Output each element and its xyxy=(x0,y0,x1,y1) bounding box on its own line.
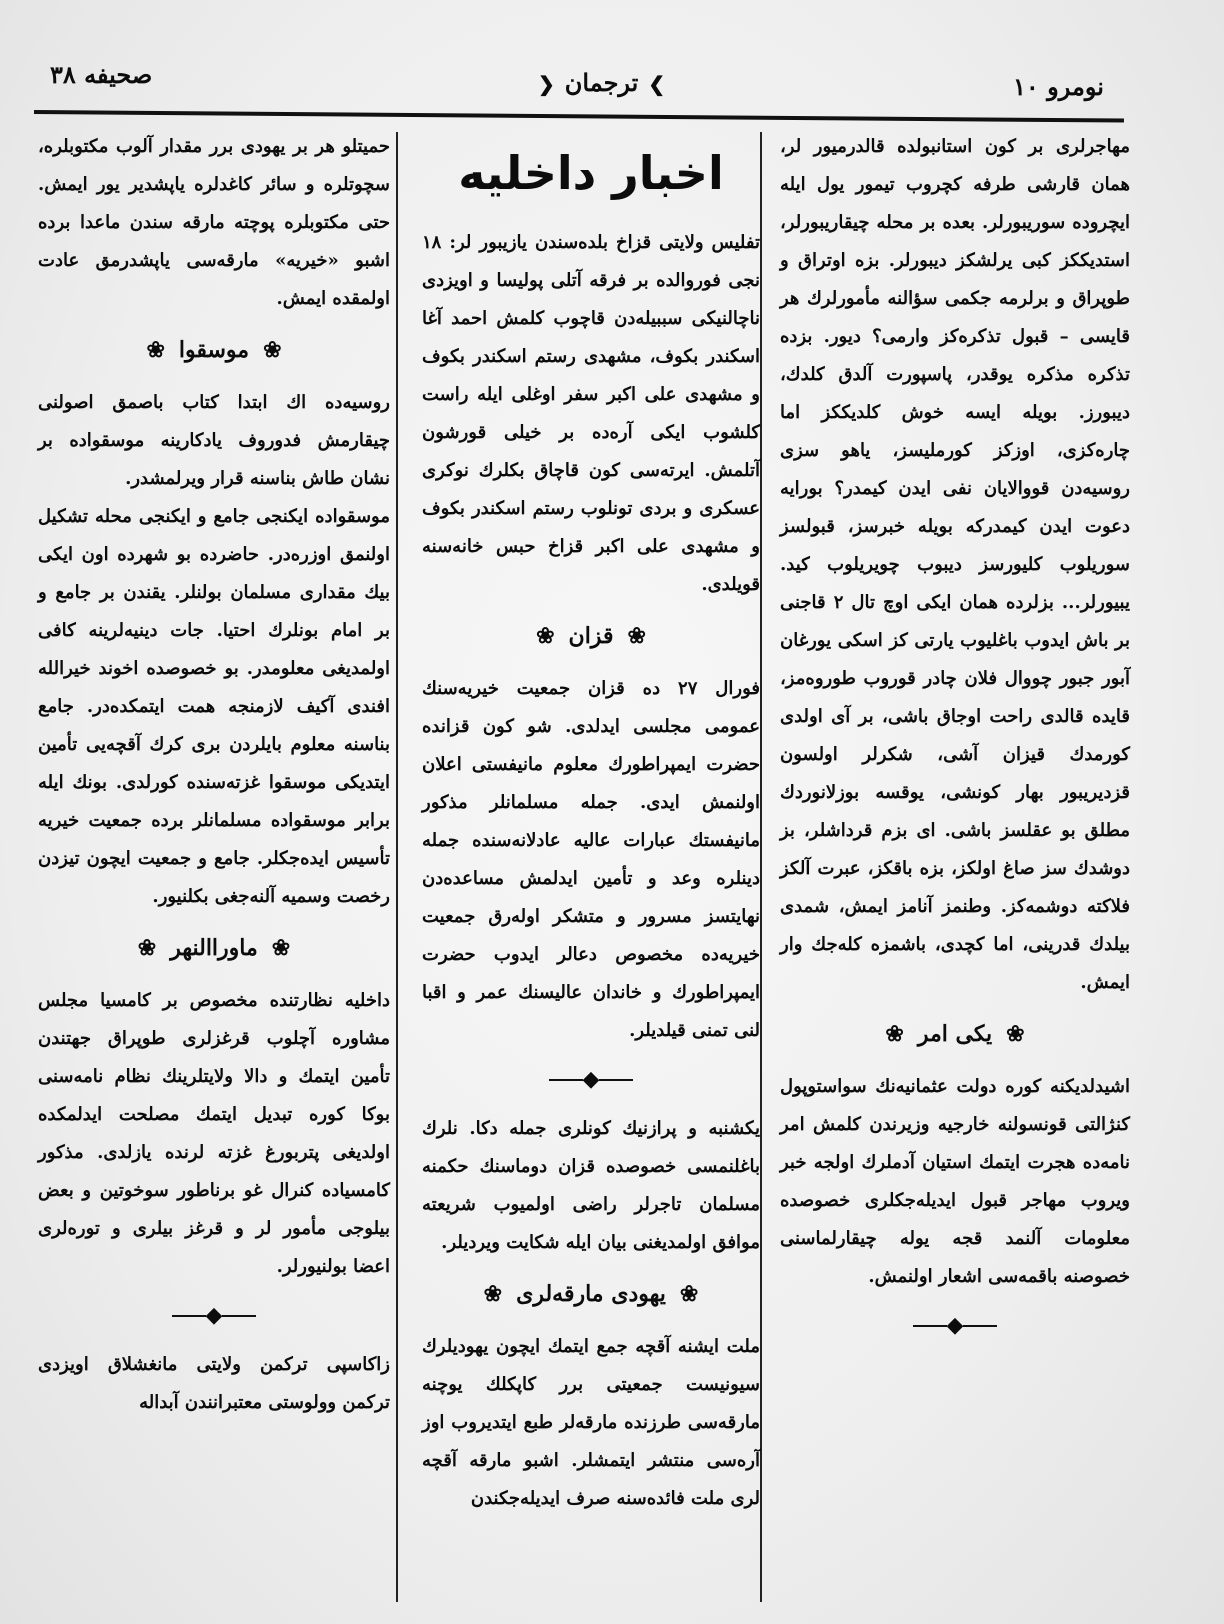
diamond-icon: ◆ xyxy=(205,1303,223,1328)
ornament-left-icon: ❯ xyxy=(648,72,666,96)
ornament-icon: ❀ xyxy=(536,623,555,649)
newspaper-title-text: ترجمان xyxy=(564,68,639,97)
masthead-rule xyxy=(34,110,1124,123)
article-paragraph: موسقواده ایکنجی جامع و ایکنجی محله تشکیل اولنمق اوزره‌در. حاضرده بو شهرده اون ایکی بیك مقداری مسلمان بولنلر. یقندن بر جامع و بر امام بونلرك احتیا. جات دینیه‌لرینه کافی اولمدیغی معلومدر. بو خصوصده اخوند خیرالله افندی آکیف لازمنجه همت ایتمکده‌در. جامع بناسنه معلوم بایلردن بری کرك آقچه‌یی تأمین ایتدیکی موسقوا غزته‌سنده کورلدی. بونك ایله برابر موسقواده مسلمانلر برده جمعیت خیریه تأسیس ایده‌جکلر. جامع و جمعیت ایچون تیزدن رخصت وسمیه آلنه‌جغی بکلنیور. xyxy=(38,506,390,907)
ornament-icon: ❀ xyxy=(146,337,165,363)
ornament-icon: ❀ xyxy=(137,935,157,961)
article-paragraph: حمیتلو هر بر یهودی برر مقدار آلوب مکتوبلره، سچوتلره و سائر کاغدلره یاپشدیر یور ایمش. حتی مکتوبلره پوچته مارقه سندن ماعدا برده اشبو «خیریه» مارقه‌سی یاپشدرمق عادت اولمقده ایمش. xyxy=(38,136,390,309)
ornament-icon: ❀ xyxy=(885,1021,904,1047)
right-column xyxy=(770,128,1140,1618)
article-paragraph: تفلیس ولایتی قزاخ بلده‌سندن یازیبور لر: ۱۸ نجی فوروالده بر فرقه آتلی پولیسا و اویزدی ناچالنیکی سببیله‌دن قاچوب کلمش احمد آغا اسکندر بکوف، مشهدی رستم اسکندر بکوف و مشهدی علی اکبر سفر اوغلی ایله راست کلشوب ایکی آره‌ده بر خیلی قورشون آتلمش. ایرته‌سی کون قاچاق بکلرك نوکری عسکری و بردی تونلوب رستم اسکندر بکوف و مشهدی علی اکبر قزاخ حبس خانه‌سنه قویلدی. xyxy=(422,232,760,595)
article-paragraph: مهاجرلری بر کون استانبولده قالدرمیور لر، همان قارشی طرفه کچروب تیمور یول ایله ایچروده سوریبورلر. بعده بر محله چیقاریبورلر، استدیککز کبی یرلشکز دیبورلر. بزه اوتراق و طوپراق و برلرمه جکمی سؤالنه مأمورلرك هر قایسی – قبول تذکره‌کز وارمی؟ دیور. بزده تذکره مذکره یوقدر، پاسپورت آلدق کلدك، دیبورز. بویله ایسه خوش کلدیککز اما چاره‌کزی، اوزکز کورملیسز، یاهو سزی روسیه‌دن قووالایان نفی ایدن کیمدر؟ بورایه دعوت ایدن کیمدرکه بویله خبرسز، قبولسز سوریلوب کلیورسز دیبوب چویریلوب کید. یبیورلر... بزلرده همان ایکی اوچ تال ۲ قاجنی بر باش ایدوب باغلیوب یارتی کز اسکی یورغان آبور جبور چووال فلان چادر قوروب طوروه‌مز، قایده قالدی راحت اوجاق باشی، بر آی اولدی کورمدك قیزان آشی، شکرلر اولسون قزدیریبور بهار کونشی، یوقسه بوزلانوردك مطلق بو عقلسز باشی. ای بزم قرداشلر، بز دوشدك سز صاغ اولکز، بزه باقکز، عبرت آلکز فلاکته دوشمه‌کز. وطنمز آنامز ایمش، شمدی بیلدك قدرینی، اما کچدی، باشمزه کله‌جك وار ایمش. xyxy=(780,136,1130,993)
ornament-icon: ❀ xyxy=(679,1281,699,1307)
ornament-icon: ❀ xyxy=(271,935,291,961)
article-paragraph: زاکاسپی ترکمن ولایتی مانغشلاق اویزدی ترکمن وولوستی معتبرانندن آبداله xyxy=(38,1354,390,1413)
section-title-jewish-stamps: یهودی مارقه‌لری xyxy=(516,1281,666,1307)
ornament-icon: ❀ xyxy=(263,337,282,363)
separator xyxy=(28,1296,400,1336)
article-paragraph: ملت ایشنه آقچه جمع ایتمك ایچون یهودیلرك سیونیست جمعیتی برر کاپکلك یوچنه مارقه‌سی طرزنده مارقه‌لر طبع ایتدیروب اوز آره‌سی منتشر ایتمشلر. اشبو مارقه آقچه لری ملت فائده‌سنه صرف ایدیله‌جکندن xyxy=(422,1336,760,1509)
separator xyxy=(770,1306,1140,1346)
newspaper-title xyxy=(528,68,675,97)
page-number-label: صحیفه ۳۸ xyxy=(50,60,153,89)
ornament-icon: ❀ xyxy=(1006,1021,1025,1047)
issue-number-label: نومرو ۱۰ xyxy=(1013,72,1104,101)
section-title-moscow: موسقوا xyxy=(178,337,250,363)
section-title-domestic-news: اخبار داخلیه xyxy=(458,146,724,200)
section-title-transoxiana: ماوراالنهر xyxy=(170,935,258,961)
article-paragraph: یکشنبه و پرازنیك کونلری جمله دکا. نلرك باغلنمسی خصوصده قزان دوماسنك حکمنه مسلمان تاجرلر راضی اولمیوب شریعته موافق اولمدیغنی بیان ایله شکایت ویردیلر. xyxy=(422,1118,760,1253)
diamond-icon: ◆ xyxy=(946,1313,964,1338)
ornament-icon: ❀ xyxy=(483,1281,503,1307)
section-title-kazan: قزان xyxy=(568,623,614,649)
ornament-icon: ❀ xyxy=(627,623,646,649)
section-title-yeni-emr: یکی امر xyxy=(917,1021,993,1047)
section-heading xyxy=(28,328,400,372)
article-paragraph: داخلیه نظارتنده مخصوص بر کامسیا مجلس مشاوره آچلوب قرغزلری طوپراق جهتندن تأمین ایتمك و دالا ولایتلرینك نظام نامه‌سنی بوکا کوره تبدیل ایتمك مصلحت ایدلمکده اولدیغی پتربورغ غزته لرنده یازلدی. مذکور کامسیاده کنرال غو برناطور سوخوتین و بعض بیلوجی مأمور لر و قرغز بیلری و تورەلری اعضا بولنیورلر. xyxy=(38,990,390,1277)
ornament-right-icon: ❮ xyxy=(538,72,555,96)
diamond-icon: ◆ xyxy=(582,1067,600,1092)
article-paragraph: اشیدلدیکنه کوره دولت عثمانیه‌نك سواستوپول کنژالتی قونسولنه خارجیه وزیرندن کلمش امر نامه‌ده هجرت ایتمك استیان آدملرك اولجه خبر ویروب مهاجر قبول ایدیله‌جکلری خصوصده معلومات آلنمد قجه یوله چیقارلماسنی خصوصنه باقمه‌سی اشعار اولنمش. xyxy=(780,1076,1130,1287)
section-heading xyxy=(412,614,770,658)
separator xyxy=(412,1060,770,1100)
section-heading xyxy=(412,1272,770,1316)
masthead xyxy=(28,52,1128,122)
section-heading xyxy=(770,1012,1140,1056)
article-paragraph: فورال ۲۷ ده قزان جمعیت خیریه‌سنك عمومی مجلسی ایدلدی. شو کون قزانده حضرت ایمپراطورك معلوم مانیفستی اعلان اولنمش ایدی. جمله مسلمانلر مذکور مانیفستك عبارات عالیه عادلانه‌سنده جمله دینلره وعد و تأمین ایدلمش مساعده‌دن نهایتسز مسرور و متشکر اولەرق جمعیت خیریه‌ده مخصوص دعالر ایدوب حضرت ایمپراطورك و خاندان عالیسنك عمر و اقبا لنی تمنی قیلدیلر. xyxy=(422,678,760,1041)
article-paragraph: روسیه‌ده اك ابتدا کتاب باصمق اصولنی چیقارمش فدوروف یادکارینه موسقواده بر نشان طاش بناسنه قرار ویرلمشدر. xyxy=(38,392,390,489)
left-column xyxy=(28,128,400,1618)
section-heading xyxy=(28,926,400,970)
middle-column xyxy=(412,128,770,1618)
